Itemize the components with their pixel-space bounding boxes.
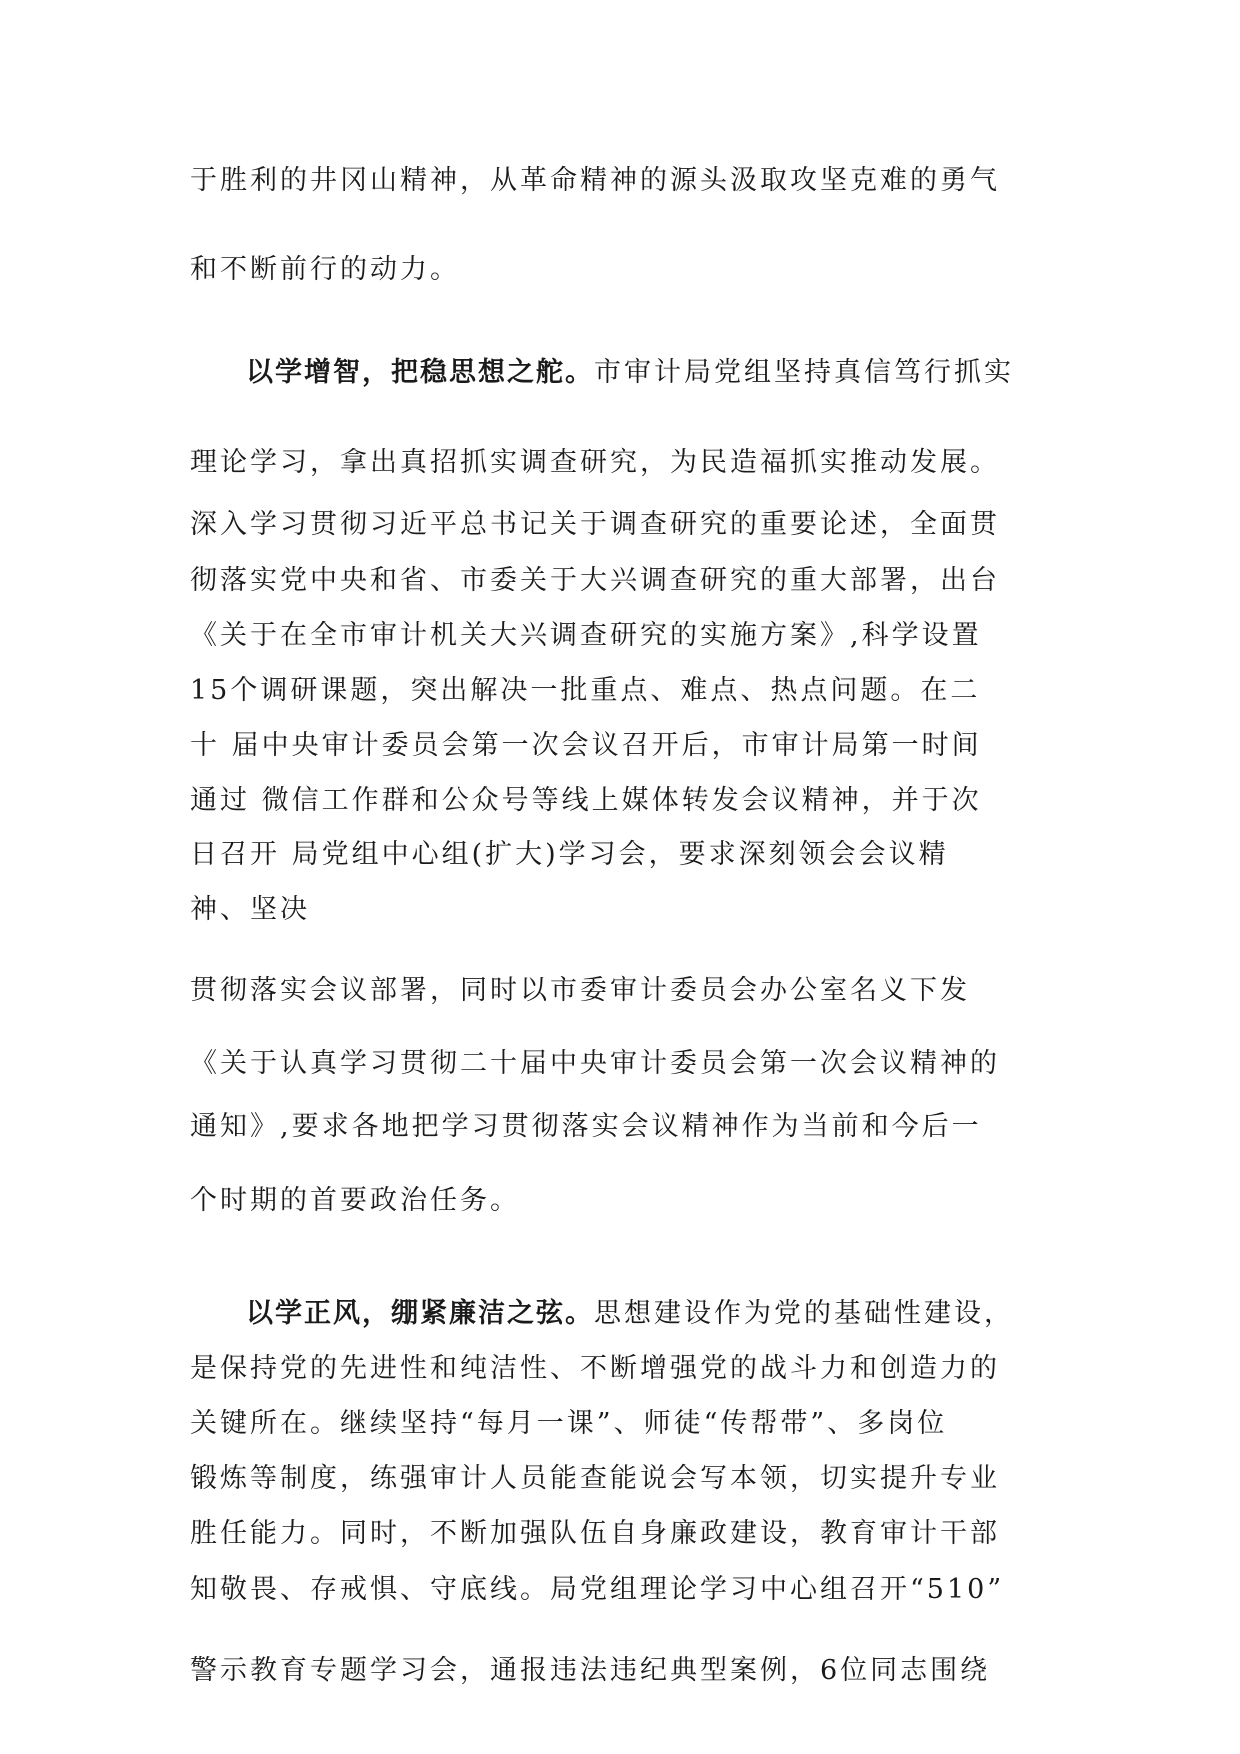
text-line: 是保持党的先进性和纯洁性、不断增强党的战斗力和创造力的 xyxy=(190,1353,1000,1384)
text-line: 《关于在全市审计机关大兴调查研究的实施方案》,科学设置 xyxy=(190,620,982,651)
paragraph-first-line xyxy=(246,1298,1014,1330)
text-line: 警示教育专题学习会，通报违法违纪典型案例，6位同志围绕 xyxy=(190,1655,991,1686)
text-line: 十 届中央审计委员会第一次会议召开后，市审计局第一时间 xyxy=(190,730,982,761)
text-line: 锻炼等制度，练强审计人员能查能说会写本领，切实提升专业 xyxy=(190,1463,1000,1494)
text-line: 贯彻落实会议部署，同时以市委审计委员会办公室名义下发 xyxy=(190,975,970,1006)
text-line: 深入学习贯彻习近平总书记关于调查研究的重要论述，全面贯 xyxy=(190,509,1000,540)
text-line: 《关于认真学习贯彻二十届中央审计委员会第一次会议精神的 xyxy=(190,1048,1000,1079)
paragraph-heading: 以学正风，绷紧廉洁之弦。 xyxy=(246,1298,594,1329)
text-line: 于胜利的井冈山精神，从革命精神的源头汲取攻坚克难的勇气 xyxy=(190,165,1000,196)
paragraph-first-line xyxy=(246,357,1014,389)
text-line: 思想建设作为党的基础性建设， xyxy=(594,1298,1014,1329)
text-line: 个时期的首要政治任务。 xyxy=(190,1185,520,1216)
text-line: 关键所在。继续坚持“每月一课”、师徒“传帮带”、多岗位 xyxy=(190,1408,948,1439)
text-line: 通过 微信工作群和公众号等线上媒体转发会议精神，并于次 xyxy=(190,785,982,816)
text-line: 彻落实党中央和省、市委关于大兴调查研究的重大部署，出台 xyxy=(190,565,1000,596)
text-line: 15个调研课题，突出解决一批重点、难点、热点问题。在二 xyxy=(190,675,981,706)
text-line: 日召开 局党组中心组(扩大)学习会，要求深刻领会会议精 xyxy=(190,839,949,870)
paragraph-heading: 以学增智，把稳思想之舵。 xyxy=(246,357,594,388)
text-line: 胜任能力。同时，不断加强队伍自身廉政建设，教育审计干部 xyxy=(190,1518,1000,1549)
text-line: 市审计局党组坚持真信笃行抓实 xyxy=(594,357,1014,388)
text-line: 和不断前行的动力。 xyxy=(190,254,460,285)
text-line: 神、坚决 xyxy=(190,894,310,925)
text-line: 理论学习，拿出真招抓实调查研究，为民造福抓实推动发展。 xyxy=(190,447,1000,478)
text-line: 通知》,要求各地把学习贯彻落实会议精神作为当前和今后一 xyxy=(190,1111,982,1142)
text-line: 知敬畏、存戒惧、守底线。局党组理论学习中心组召开“510” xyxy=(190,1574,1005,1605)
